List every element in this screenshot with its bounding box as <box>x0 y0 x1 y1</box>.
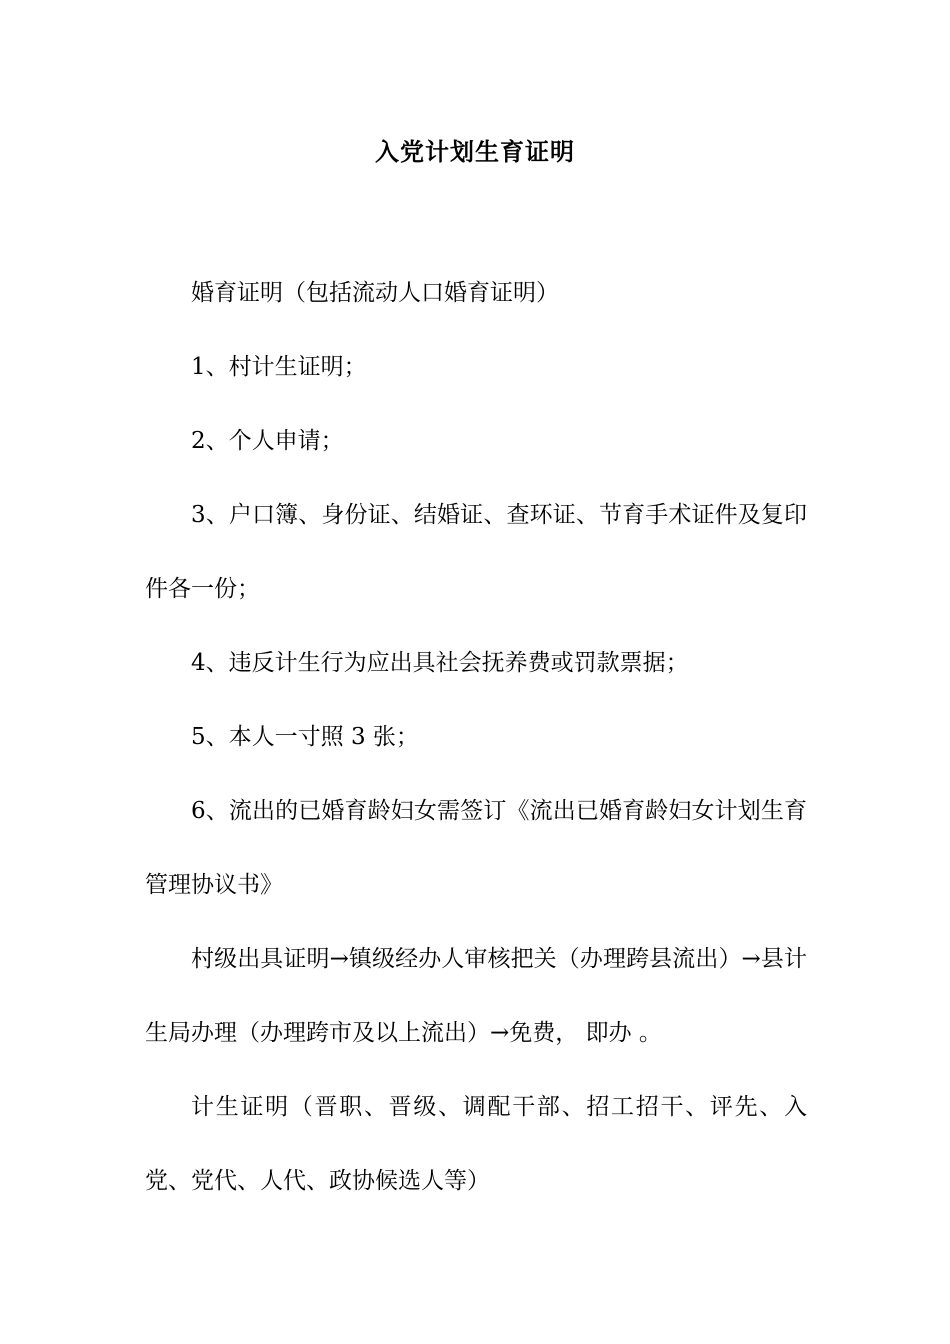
list-item: 3、户口簿、身份证、结婚证、查环证、节育手术证件及复印件各一份； <box>145 502 807 602</box>
paragraph-marriage-certificate: 婚育证明（包括流动人口婚育证明） <box>191 280 559 306</box>
list-item: 4、违反计生行为应出具社会抚养费或罚款票据； <box>191 650 689 676</box>
list-item: 5、本人一寸照 3 张； <box>191 724 419 750</box>
document-body <box>145 256 807 1218</box>
list-item: 6、流出的已婚育龄妇女需签订《流出已婚育龄妇女计划生育管理协议书》 <box>145 798 807 898</box>
paragraph-process-flow: 村级出具证明→镇级经办人审核把关（办理跨县流出）→县计生局办理（办理跨市及以上流出）→免费， 即办 。 <box>145 946 807 1046</box>
list-item: 1、村计生证明； <box>191 354 367 380</box>
document-title: 入党计划生育证明 <box>375 138 575 166</box>
list-item: 2、个人申请； <box>191 428 344 454</box>
paragraph-family-planning-certificate: 计生证明（晋职、晋级、调配干部、招工招干、评先、入党、党代、人代、政协候选人等） <box>145 1094 807 1194</box>
